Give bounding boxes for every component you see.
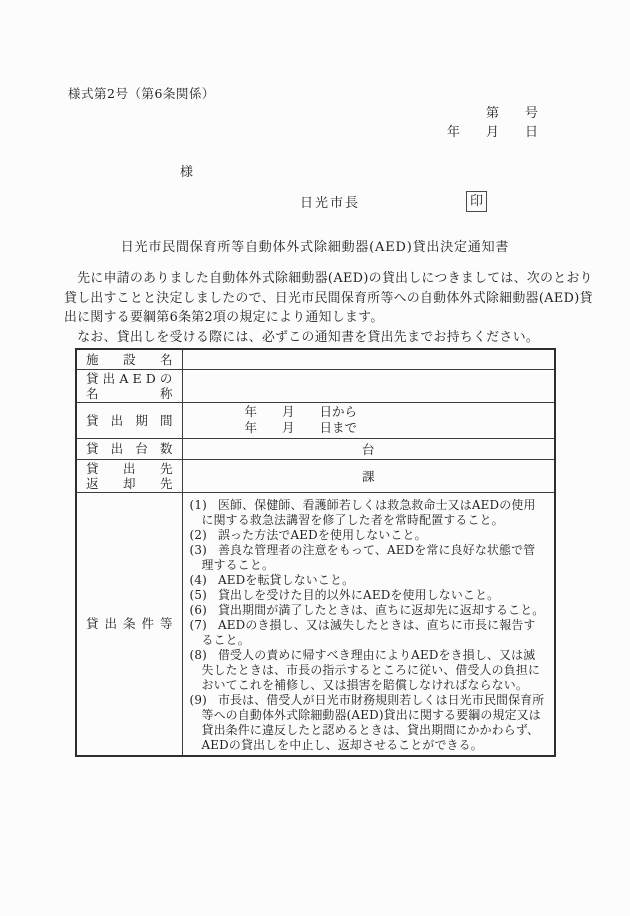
issue-date-line: 年 月 日 [446, 125, 538, 140]
body-paragraph [64, 269, 593, 347]
details-table [75, 348, 556, 757]
table-row-destination [76, 459, 555, 492]
destination-label: 貸 出 先 返 却 先 [76, 459, 182, 492]
body-line: 貸し出すことと決定しましたので、日光市民間保育所等への自動体外式除細動器(AED)貸 [64, 290, 593, 306]
table-row-facility [76, 349, 555, 369]
aed-name-value [182, 369, 555, 402]
body-line: 先に申請のありました自動体外式除細動器(AED)の貸出しにつきましては、次のとおり [64, 271, 593, 286]
units-label: 貸 出 台 数 [76, 438, 182, 459]
condition-item: (3) 善良な管理者の注意をもって、AEDを常に良好な状態で管理すること。 [189, 543, 536, 573]
table-row-units [76, 438, 555, 459]
conditions-label: 貸 出 条 件 等 [76, 492, 182, 756]
condition-item: (2) 誤った方法でAEDを使用しないこと。 [189, 528, 427, 543]
lending-period-label: 貸 出 期 間 [76, 402, 182, 438]
sender-name: 日光市長 [300, 196, 361, 211]
destination-value: 課 [182, 459, 555, 492]
table-row-conditions [76, 492, 555, 756]
body-line: なお、貸出しを受ける際には、必ずこの通知書を貸出先までお持ちください。 [64, 329, 540, 345]
table-row-aed-name [76, 369, 555, 402]
aed-name-label: 貸 出 A E D の 名 称 [76, 369, 182, 402]
lending-period-value [182, 402, 555, 438]
period-to: 年 月 日まで [244, 420, 358, 435]
condition-item: (8) 借受人の責めに帰すべき理由によりAEDをき損し、又は滅失したときは、市長の指示するところに従い、借受人の負担においてこれを補修し、又は損害を賠償しなければならない。 [189, 648, 541, 693]
document-number-line: 第 号 [485, 106, 538, 121]
page-title: 日光市民間保育所等自動体外式除細動器(AED)貸出決定通知書 [120, 240, 510, 255]
condition-item: (9) 市長は、借受人が日光市財務規則若しくは日光市民間保育所等への自動体外式除細動器(AED)貸出に関する要綱の規定又は貸出条件に違反したと認めるときは、貸出期間にかかわらず、AEDの貸出しを中止し、返却させることができる。 [189, 693, 545, 753]
condition-item: (1) 医師、保健師、看護師若しくは救急救命士又はAEDの使用に関する救急法講習を修了した者を常時配置すること。 [189, 498, 536, 528]
seal-placeholder-icon: 印 [466, 191, 487, 212]
body-line: 出に関する要綱第6条第2項の規定により通知します。 [64, 310, 384, 325]
facility-name-label: 施 設 名 [76, 349, 182, 369]
table-row-period [76, 402, 555, 438]
conditions-list [182, 492, 555, 756]
facility-name-value [182, 349, 555, 369]
units-value: 台 [182, 438, 555, 459]
condition-item: (5) 貸出しを受けた目的以外にAEDを使用しないこと。 [189, 588, 500, 603]
condition-item: (6) 貸出期間が満了したときは、直ちに返却先に返却すること。 [189, 603, 545, 618]
period-from: 年 月 日から [244, 403, 358, 419]
condition-item: (7) AEDのき損し、又は滅失したときは、直ちに市長に報告すること。 [189, 618, 536, 648]
condition-item: (4) AEDを転貸しないこと。 [189, 573, 355, 588]
addressee-suffix: 様 [180, 165, 194, 180]
form-number: 様式第2号（第6条関係） [68, 86, 215, 101]
